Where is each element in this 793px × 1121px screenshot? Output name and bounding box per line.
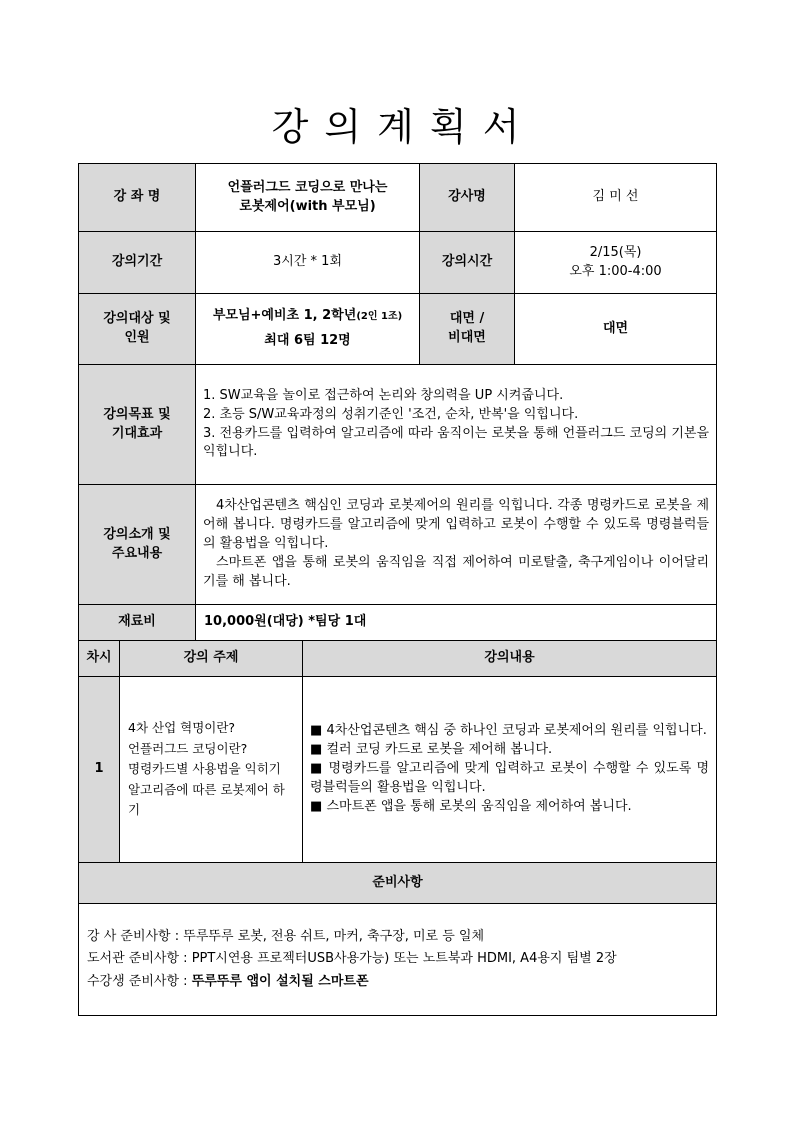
prep-content [79, 904, 717, 1016]
prep-library-value: PPT시연용 프로젝터USB사용가능) 또는 노트북과 HDMI, A4용지 팀별 2장 [191, 951, 617, 967]
topic-item: 명령카드별 사용법을 익히기 [128, 761, 281, 777]
time-value [515, 232, 717, 294]
document-title: 강 의 계 획 서 [271, 105, 522, 149]
intro-content [196, 485, 717, 605]
content-text: 스마트폰 앱을 통해 로봇의 움직임을 제어하여 봅니다. [326, 798, 632, 814]
prep-instructor-value: 뚜루뚜루 로봇, 전용 쉬트, 마커, 축구장, 미로 등 일체 [183, 929, 485, 945]
target-label [79, 294, 196, 365]
target-team-note: (2인 1조) [356, 311, 403, 323]
mode-value: 대면 [515, 294, 717, 365]
content-item [310, 722, 709, 741]
course-name-line-2: 로봇제어(with 부모님) [239, 198, 376, 214]
time-label: 강의시간 [420, 232, 515, 294]
prep-library-label: 도서관 준비사항 : [87, 951, 192, 967]
instructor-name: 김 미 선 [515, 164, 717, 232]
prep-header: 준비사항 [79, 863, 717, 904]
time-date: 2/15(목) [589, 244, 642, 260]
course-name-line-1: 언플러그드 코딩으로 만나는 [227, 179, 388, 195]
period-value: 3시간 * 1회 [196, 232, 420, 294]
prep-student-value: 뚜루뚜루 앱이 설치될 스마트폰 [191, 973, 369, 989]
target-value [196, 294, 420, 365]
period-label: 강의기간 [79, 232, 196, 294]
prep-student [87, 971, 708, 993]
mode-label-line-2: 비대면 [448, 330, 486, 345]
mode-label-line-1: 대면 / [449, 311, 485, 327]
content-text: 컬러 코딩 카드로 로봇을 제어해 봅니다. [326, 742, 553, 758]
content-item [310, 760, 709, 798]
goal-item: 3. 전용카드를 입력하여 알고리즘에 따라 움직이는 로봇을 통해 언플러그드 코딩의 기본을 익힙니다. [203, 425, 710, 460]
goal-label-line-2: 기대효과 [111, 425, 163, 441]
lecture-plan-table [78, 163, 717, 1016]
bullet-icon: ■ [310, 761, 324, 777]
bullet-icon: ■ [310, 723, 323, 739]
topic-item: 4차 산업 혁명이란? [128, 719, 236, 735]
goal-item: 2. 초등 S/W교육과정의 성취기준인 '조건, 순차, 반복'을 익힙니다. [203, 406, 579, 422]
instructor-label: 강사명 [420, 164, 515, 232]
bullet-icon: ■ [310, 742, 323, 758]
prep-instructor [87, 926, 708, 948]
intro-paragraph: 4차산업콘텐츠 핵심인 코딩과 로봇제어의 원리를 익힙니다. 각종 명령카드로 로봇을 제어해 봅니다. 명령카드를 알고리즘에 맞게 입력하고 로봇이 수행할 수 있도록 명령블럭들의 활용법을 익힙니다. [203, 498, 710, 552]
prep-instructor-label: 강 사 준비사항 : [87, 929, 184, 945]
content-item [310, 741, 709, 760]
target-label-line-1: 강의대상 및 [103, 311, 171, 327]
session-number: 1 [79, 677, 120, 863]
goal-list [196, 365, 717, 485]
target-capacity: 최대 6팀 12명 [264, 333, 351, 348]
intro-label-line-2: 주요내용 [111, 545, 163, 561]
intro-label [79, 485, 196, 605]
content-header: 강의내용 [303, 641, 717, 677]
material-value: 10,000원(대당) *팀당 1대 [196, 605, 717, 641]
time-hours: 오후 1:00-4:00 [569, 263, 662, 279]
intro-paragraph: 스마트폰 앱을 통해 로봇의 움직임을 직접 제어하여 미로탈출, 축구게임이나 이어달리기를 해 봅니다. [203, 554, 710, 589]
goal-label [79, 365, 196, 485]
session-header: 차시 [79, 641, 120, 677]
course-label: 강 좌 명 [79, 164, 196, 232]
bullet-icon: ■ [310, 798, 323, 814]
content-text: 명령카드를 알고리즘에 맞게 입력하고 로봇이 수행할 수 있도록 명령블럭들의 활용법을 익힙니다. [310, 761, 710, 795]
topic-item: 언플러그드 코딩이란? [128, 740, 248, 756]
target-main [196, 307, 419, 326]
prep-student-label: 수강생 준비사항 : [87, 973, 192, 989]
prep-library [87, 948, 708, 970]
goal-item: 1. SW교육을 놀이로 접근하여 논리와 창의력을 UP 시켜줍니다. [203, 387, 564, 403]
target-main-text: 부모님+예비초 1, 2학년 [212, 308, 357, 324]
content-list [303, 677, 717, 863]
topic-header: 강의 주제 [120, 641, 303, 677]
content-text: 4차산업콘텐츠 핵심 중 하나인 코딩과 로봇제어의 원리를 익힙니다. [326, 723, 707, 739]
mode-label [420, 294, 515, 365]
topic-item: 알고리즘에 따른 로봇제어 하기 [128, 781, 285, 818]
target-label-line-2: 인원 [124, 330, 150, 345]
goal-label-line-1: 강의목표 및 [103, 406, 171, 422]
intro-label-line-1: 강의소개 및 [103, 526, 171, 542]
content-item [310, 798, 709, 817]
topic-list [120, 677, 303, 863]
course-name [196, 164, 420, 232]
material-label: 재료비 [79, 605, 196, 641]
